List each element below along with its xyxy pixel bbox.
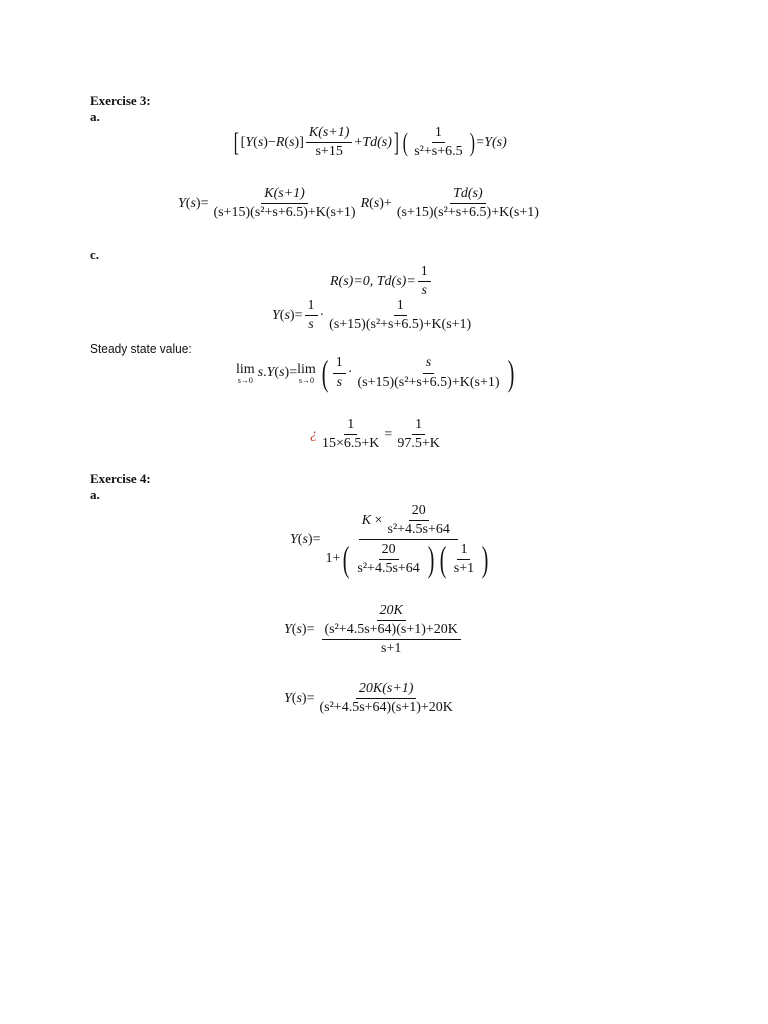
exercise-4-part-a: a. [90,487,100,502]
exercise-4-heading: Exercise 4: [90,471,151,486]
equation-4a-2: Y ( s ) = $\frac{20K}{\frac{\text{(s²+4.5s+64)(s+1)+20K}}{s+1}}$ [284,603,468,657]
equation-3c-2: Y ( s ) = $\frac{1}{s}$ · $\frac{1}{\text{(s+15)(s²+s+6.5)+K(s+1)}}$ [272,298,472,333]
steady-state-label: Steady state value: [90,341,192,356]
exercise-3-part-a: a. [90,109,100,124]
equation-3c-limit: lim s→0 s . Y ( s ) = lim s→0 ( $\frac{1}{s}$ · $\frac{s}{\text{(s+15)(s²+s+6.5)+K(s+1)}}$ ) [236,353,514,393]
equation-4a-3: Y ( s ) = $\frac{20K(s+1)}{\text{(s²+4.5s+64)(s+1)+20K}}$ [284,681,453,716]
equation-3c-result: ¿ $\frac{1}{15\times 6.5+K}$ = $\frac{1}{97.5+K}$ [310,417,440,452]
equation-3a-1: [ [ Y ( s ) − R ( s )] $\frac{K(s+1)}{s+15}$ + Td(s) ] ( $\frac{1}{\text{s²+s+6.5}}$ ) = Y(s) [233,125,507,160]
equation-3c-1: R(s)=0, Td(s)= $\frac{1}{s}$ [330,264,433,299]
exercise-3-part-c: c. [90,247,100,262]
equation-3a-2: Y ( s ) = $\frac{K(s+1)}{\text{(s+15)(s²+s+6.5)+K(s+1)}}$ R ( s ) + $\frac{Td(s)}{\text{(s+15)(s²+s+6.5)+K(s+1)}}$ [178,186,539,221]
equation-4a-1: Y ( s ) = K × $\frac{20}{\text{s²+4.5s+64}}$ 1+ ( $\frac{20}{\text{s²+4.5s+64}}$ ) ( $\frac{1}{s+1}$ ) [290,503,489,580]
exercise-3-heading: Exercise 3: [90,93,151,108]
